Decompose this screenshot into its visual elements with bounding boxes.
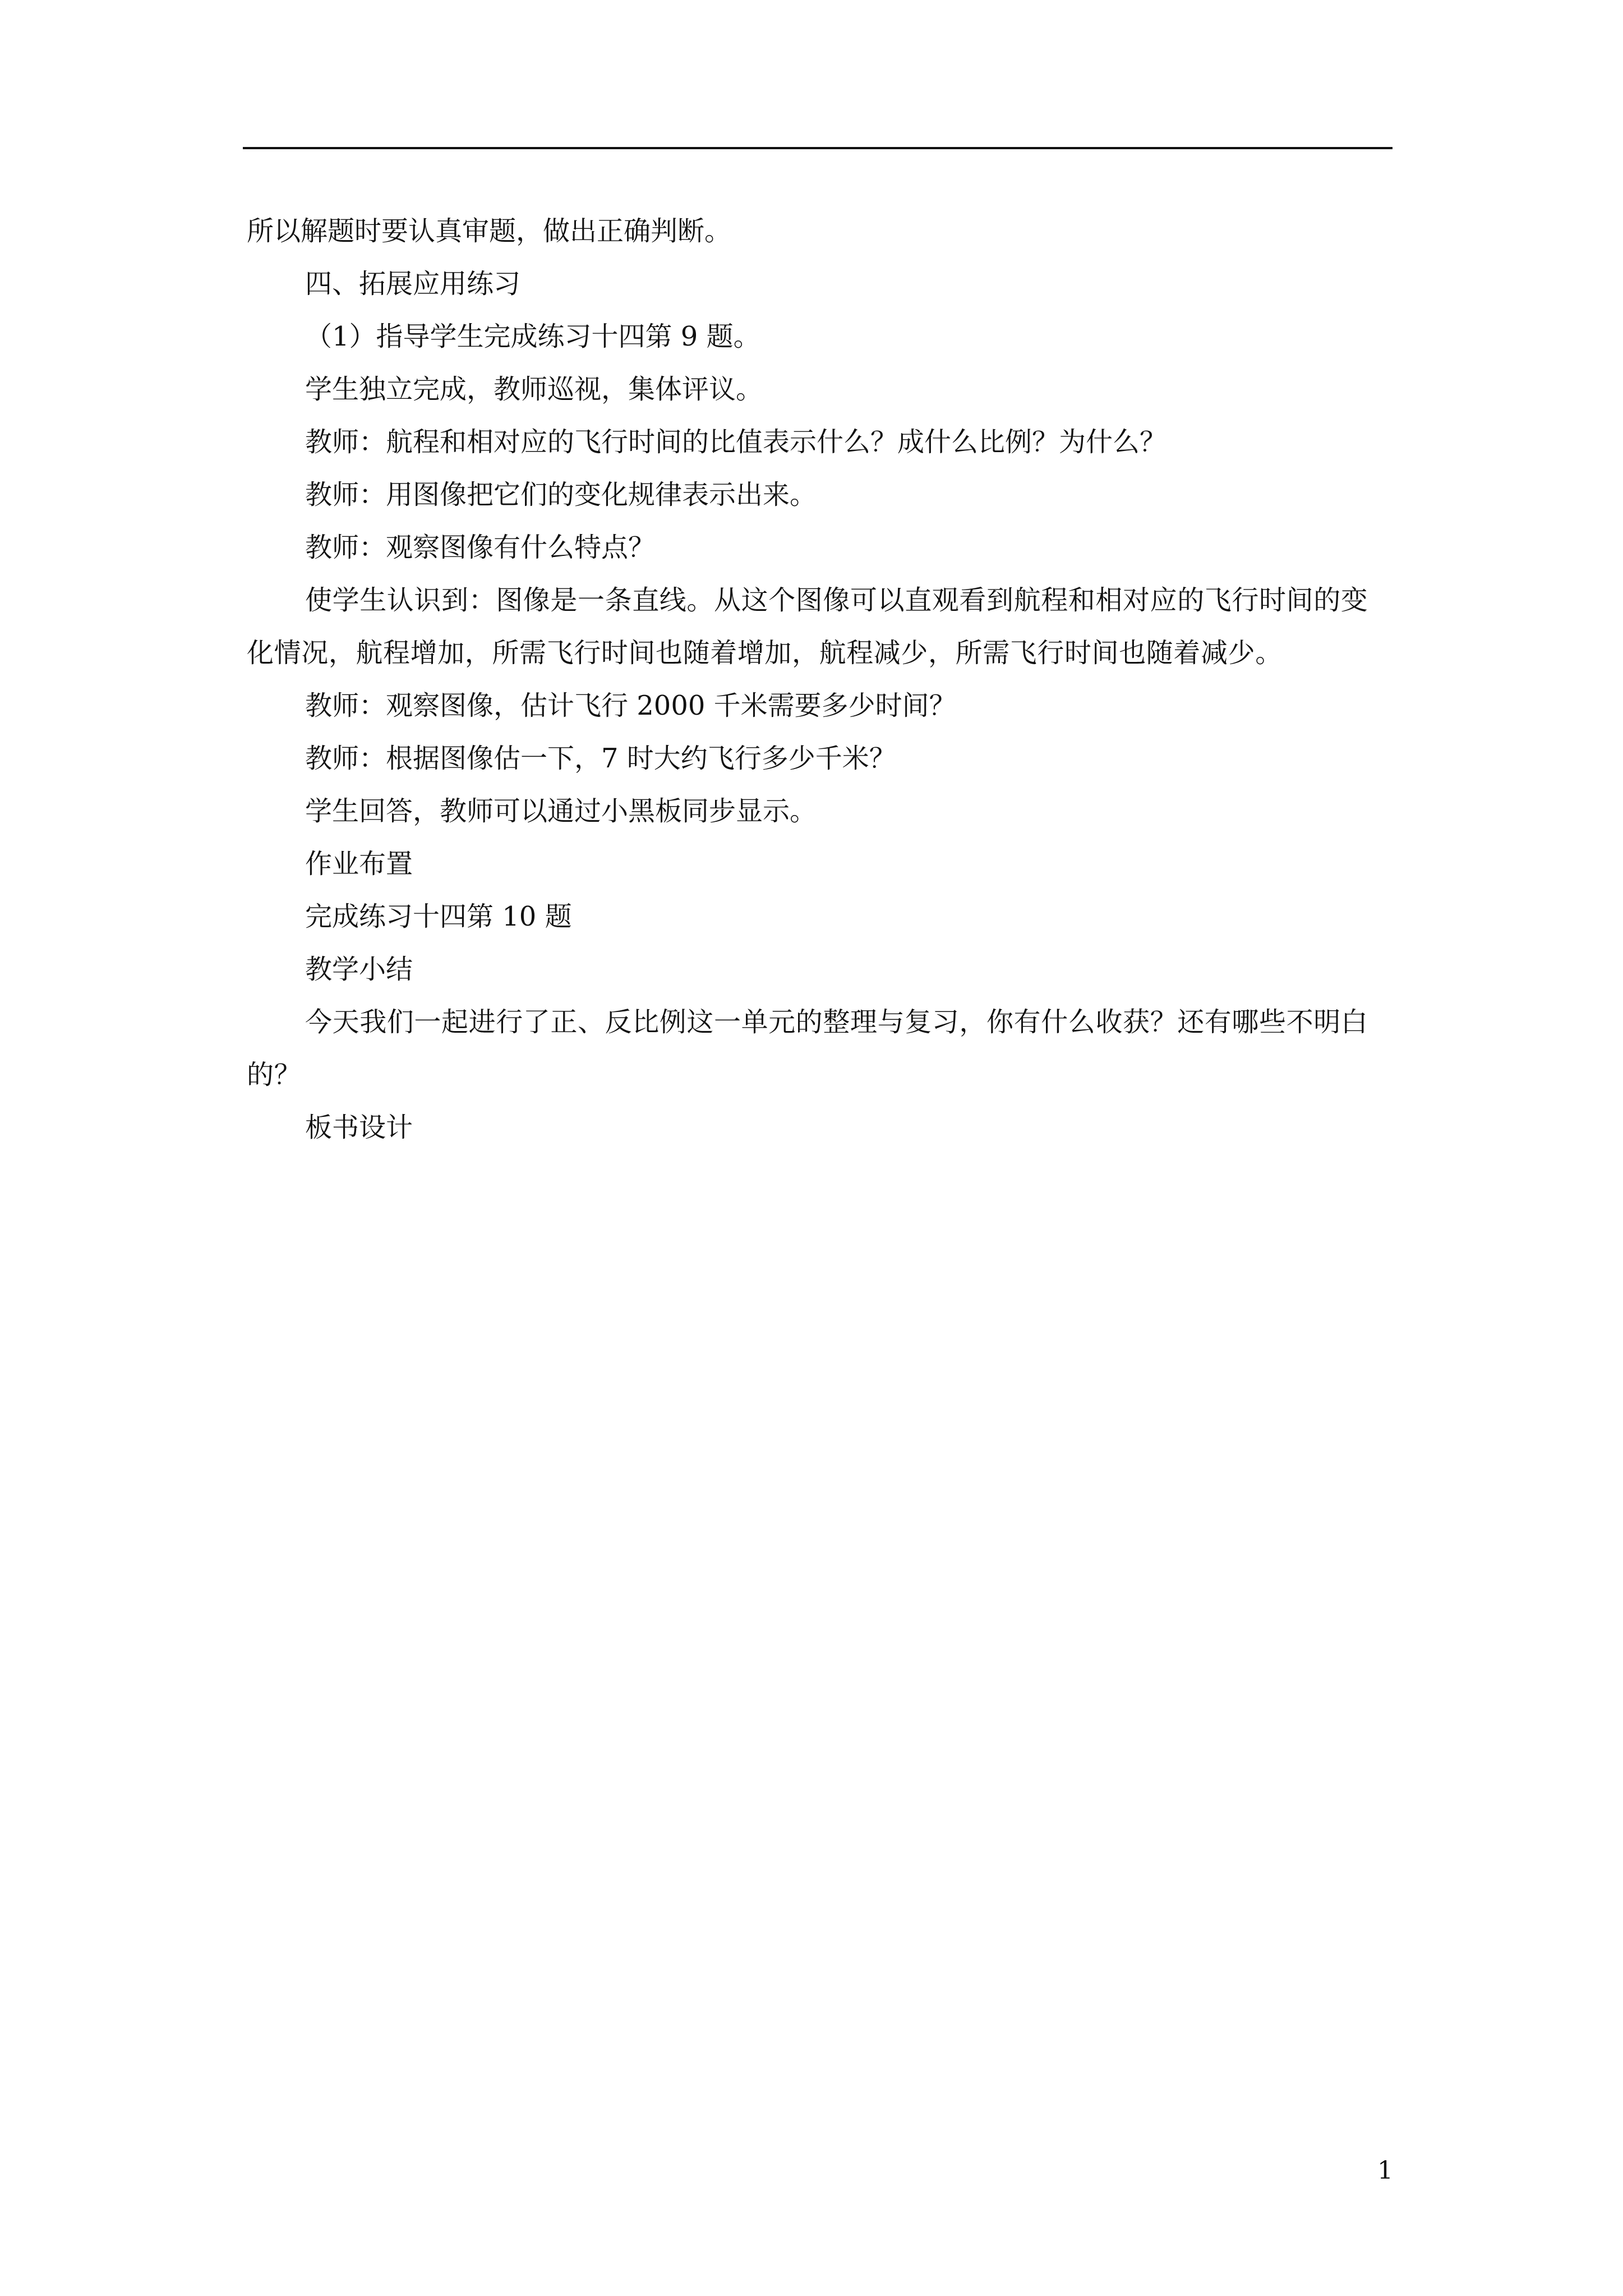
paragraph: 教师：观察图像有什么特点？ (305, 532, 656, 563)
paragraph: 今天我们一起进行了正、反比例这一单元的整理与复习，你有什么收获？还有哪些不明白的？ (247, 1006, 1368, 1091)
section-heading: 教学小结 (305, 954, 413, 985)
paragraph: 教师：航程和相对应的飞行时间的比值表示什么？成什么比例？为什么？ (305, 426, 1167, 458)
header-rule (243, 147, 1393, 149)
section-heading: 板书设计 (305, 1112, 413, 1143)
paragraph: 学生回答，教师可以通过小黑板同步显示。 (305, 795, 817, 827)
section-heading: 四、拓展应用练习 (305, 268, 521, 300)
paragraph: 使学生认识到：图像是一条直线。从这个图像可以直观看到航程和相对应的飞行时间的变化情况，航程增加，所需飞行时间也随着增加，航程减少，所需飞行时间也随着减少。 (247, 585, 1368, 669)
paragraph: （1）指导学生完成练习十四第 9 题。 (305, 321, 760, 352)
paragraph: 学生独立完成，教师巡视，集体评议。 (305, 374, 763, 405)
paragraph: 所以解题时要认真审题，做出正确判断。 (247, 215, 732, 247)
paragraph: 教师：用图像把它们的变化规律表示出来。 (305, 479, 817, 510)
paragraph: 完成练习十四第 10 题 (305, 901, 572, 932)
page-number: 1 (1377, 2156, 1393, 2185)
document-body (247, 205, 1391, 1154)
paragraph: 教师：根据图像估一下，7 时大约飞行多少千米？ (305, 743, 896, 774)
section-heading: 作业布置 (305, 848, 413, 880)
paragraph: 教师：观察图像，估计飞行 2000 千米需要多少时间？ (305, 690, 956, 721)
